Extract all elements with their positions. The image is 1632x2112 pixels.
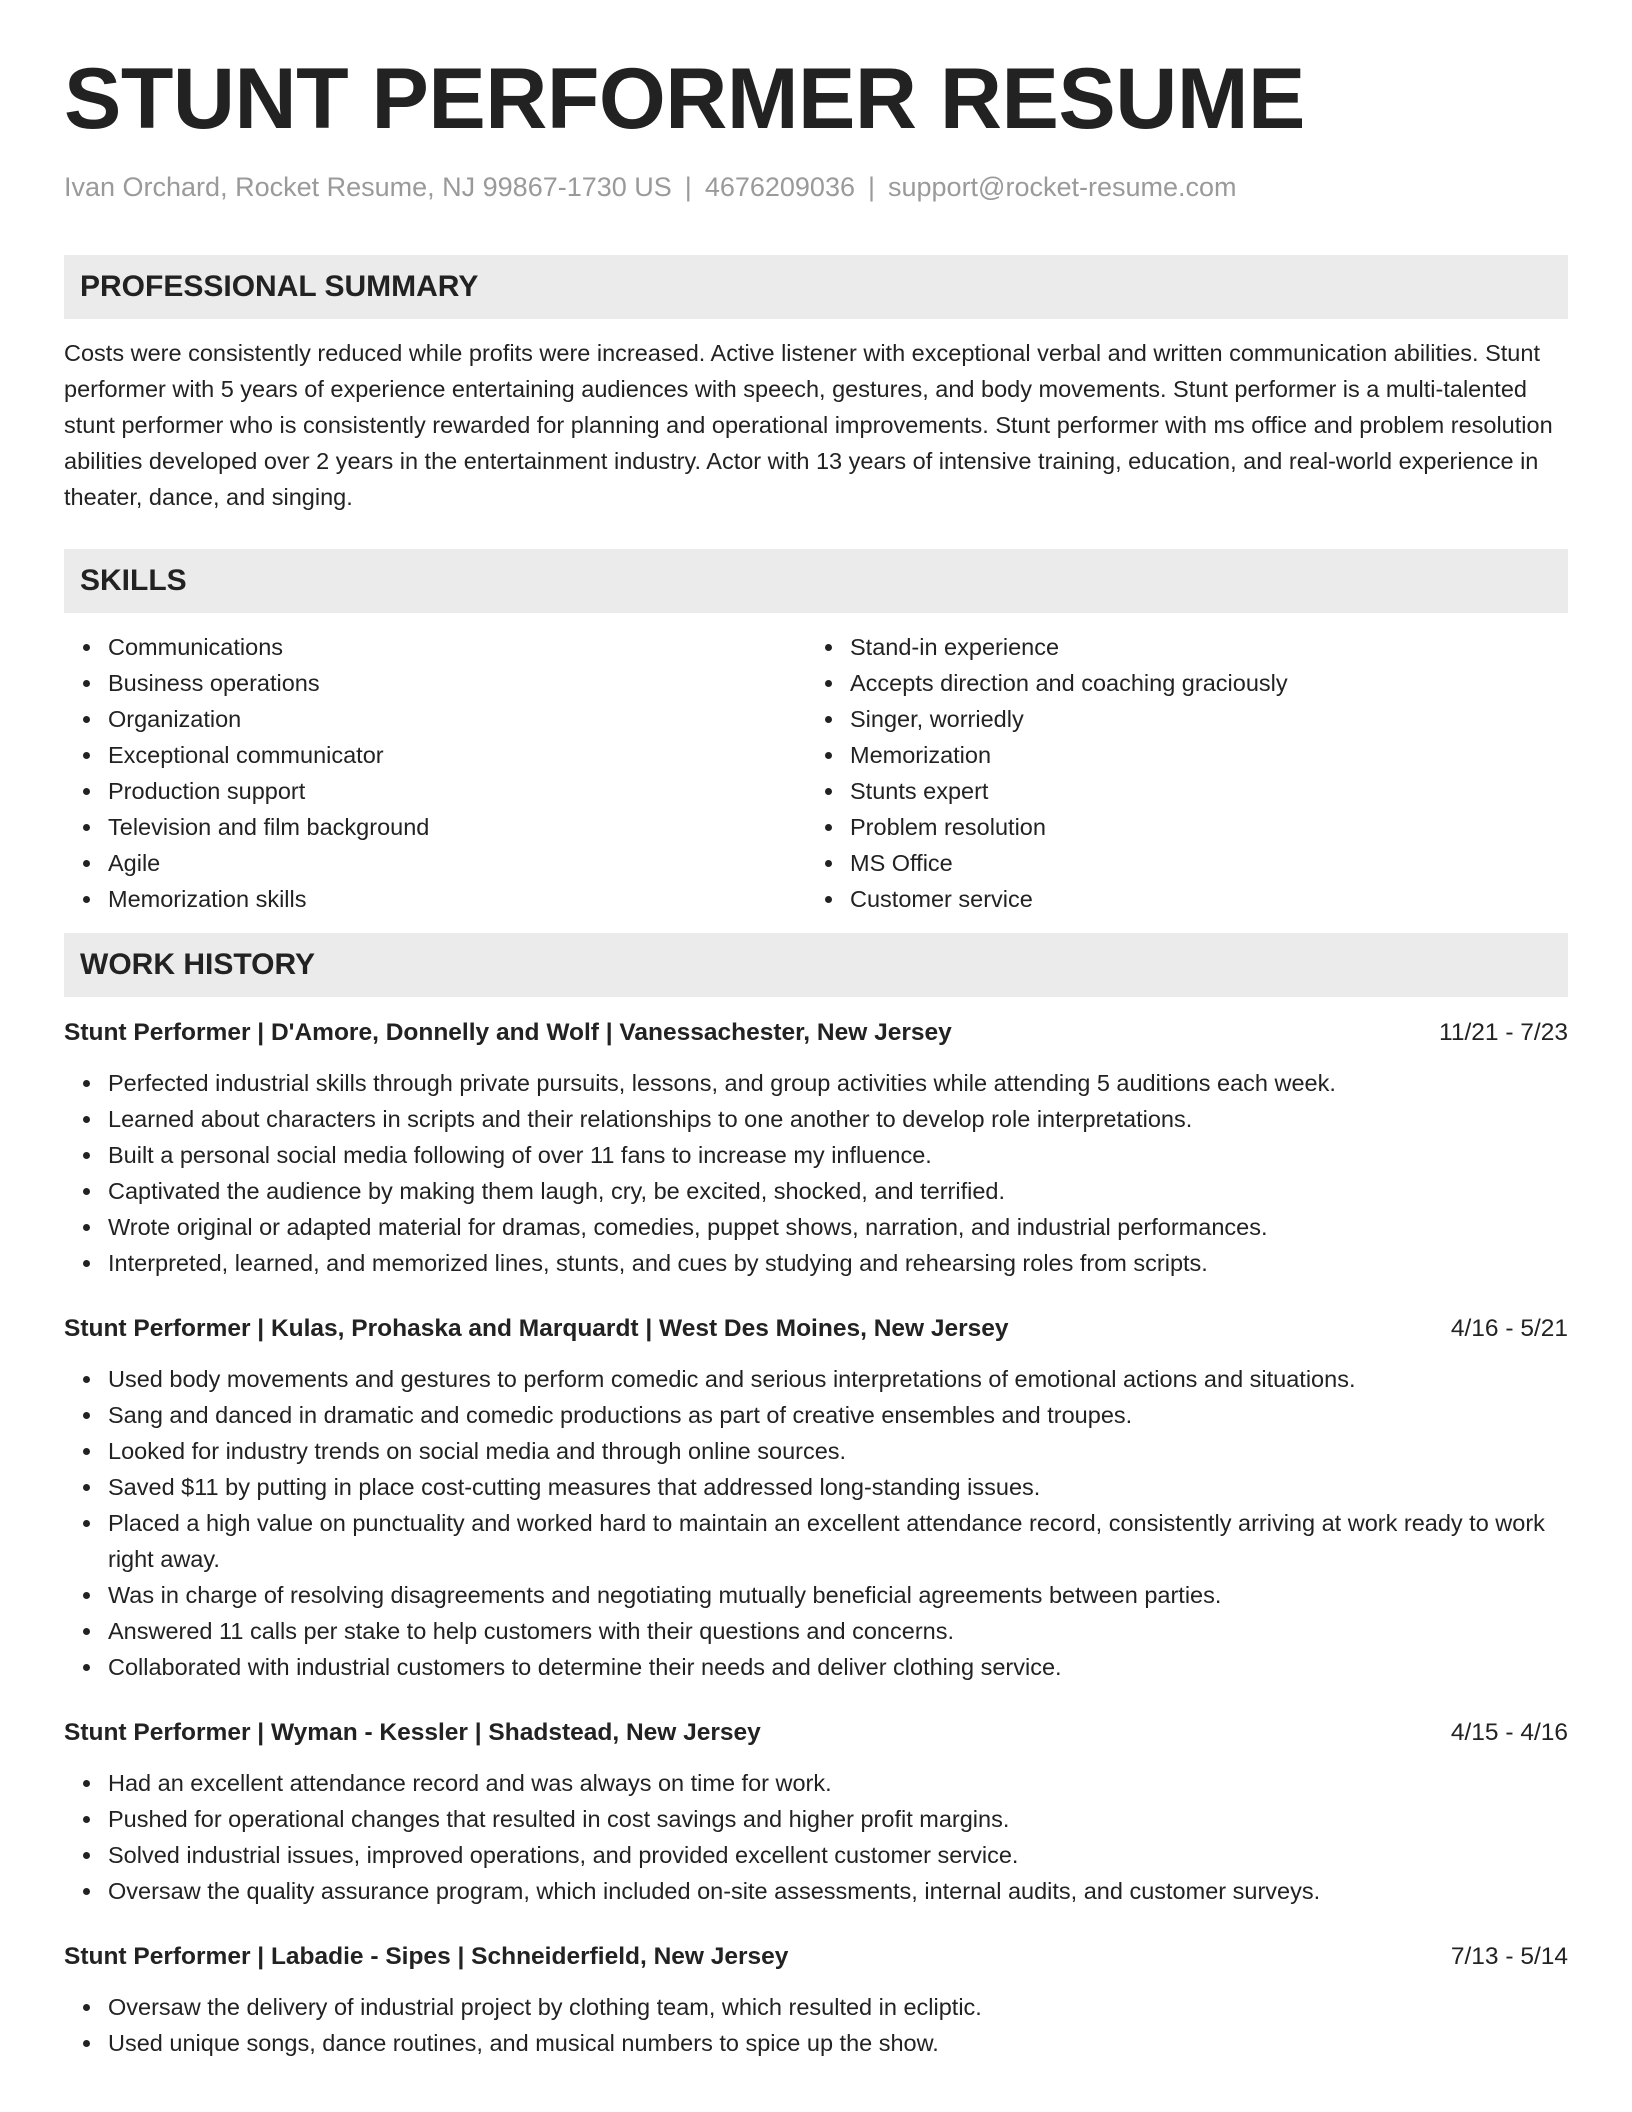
skill-item: Stunts expert [850,773,1548,809]
skill-item: Memorization [850,737,1548,773]
skill-item: Customer service [850,881,1548,917]
job-bullet: Solved industrial issues, improved operations, and provided excellent customer service. [108,1837,1568,1873]
job-title: Stunt Performer | Wyman - Kessler | Shadstead, New Jersey [64,1719,761,1746]
job-header [64,1311,1568,1347]
job-bullet: Learned about characters in scripts and their relationships to one another to develop role interpretations. [108,1101,1568,1137]
job-bullet: Used unique songs, dance routines, and musical numbers to spice up the show. [108,2025,1568,2061]
job-bullet: Looked for industry trends on social media and through online sources. [108,1433,1568,1469]
skill-item: Production support [108,773,806,809]
job-title: Stunt Performer | Kulas, Prohaska and Marquardt | West Des Moines, New Jersey [64,1315,1009,1342]
job-header [64,1939,1568,1975]
contact-separator: | [867,172,875,202]
job-entry [64,1939,1568,2061]
job-bullet: Had an excellent attendance record and was always on time for work. [108,1765,1568,1801]
job-bullet: Answered 11 calls per stake to help customers with their questions and concerns. [108,1613,1568,1649]
summary-heading: PROFESSIONAL SUMMARY [64,255,1568,319]
contact-line [64,172,1568,203]
job-bullet: Used body movements and gestures to perform comedic and serious interpretations of emotional actions and situations. [108,1361,1568,1397]
job-bullet: Saved $11 by putting in place cost-cutting measures that addressed long-standing issues. [108,1469,1568,1505]
skills-heading: SKILLS [64,549,1568,613]
job-bullet: Interpreted, learned, and memorized lines, stunts, and cues by studying and rehearsing roles from scripts. [108,1245,1568,1281]
job-entry [64,1715,1568,1909]
job-bullets [64,1989,1568,2061]
job-bullet: Wrote original or adapted material for dramas, comedies, puppet shows, narration, and industrial performances. [108,1209,1568,1245]
skill-item: Accepts direction and coaching graciously [850,665,1548,701]
contact-phone: 4676209036 [704,172,855,202]
job-dates: 11/21 - 7/23 [1439,1019,1568,1046]
job-dates: 4/15 - 4/16 [1450,1719,1568,1746]
skill-item: Communications [108,629,806,665]
skill-item: Problem resolution [850,809,1548,845]
job-title: Stunt Performer | Labadie - Sipes | Schneiderfield, New Jersey [64,1943,789,1970]
job-bullet: Built a personal social media following of over 11 fans to increase my influence. [108,1137,1568,1173]
job-title: Stunt Performer | D'Amore, Donnelly and Wolf | Vanessachester, New Jersey [64,1019,952,1046]
skill-item: Television and film background [108,809,806,845]
skill-item: Singer, worriedly [850,701,1548,737]
job-bullet: Captivated the audience by making them laugh, cry, be excited, shocked, and terrified. [108,1173,1568,1209]
job-bullets [64,1065,1568,1281]
skill-item: MS Office [850,845,1548,881]
job-bullet: Placed a high value on punctuality and worked hard to maintain an excellent attendance record, consistently arriving at work ready to work right away. [108,1505,1568,1577]
job-entry [64,1311,1568,1685]
work-history-heading: WORK HISTORY [64,933,1568,997]
job-header [64,1015,1568,1051]
skill-item: Stand-in experience [850,629,1548,665]
job-bullet: Perfected industrial skills through private pursuits, lessons, and group activities while attending 5 auditions each week. [108,1065,1568,1101]
contact-address: Ivan Orchard, Rocket Resume, NJ 99867-1730 US [64,172,672,202]
job-bullets [64,1765,1568,1909]
job-bullet: Was in charge of resolving disagreements and negotiating mutually beneficial agreements between parties. [108,1577,1568,1613]
skill-item: Memorization skills [108,881,806,917]
skills-column-left [64,629,806,917]
job-bullet: Collaborated with industrial customers to determine their needs and deliver clothing service. [108,1649,1568,1685]
contact-email[interactable]: support@rocket-resume.com [888,172,1237,202]
job-dates: 7/13 - 5/14 [1450,1943,1568,1970]
skill-item: Organization [108,701,806,737]
job-bullet: Pushed for operational changes that resulted in cost savings and higher profit margins. [108,1801,1568,1837]
resume-title: STUNT PERFORMER RESUME [64,51,1305,147]
skill-item: Exceptional communicator [108,737,806,773]
resume-page [64,51,1568,2061]
job-bullet: Oversaw the quality assurance program, which included on-site assessments, internal audits, and customer surveys. [108,1873,1568,1909]
job-header [64,1715,1568,1751]
job-bullet: Sang and danced in dramatic and comedic productions as part of creative ensembles and troupes. [108,1397,1568,1433]
job-bullet: Oversaw the delivery of industrial project by clothing team, which resulted in ecliptic. [108,1989,1568,2025]
summary-text: Costs were consistently reduced while profits were increased. Active listener with exceptional verbal and written communication abilities. Stunt performer with 5 years of experience entertaining audiences with speech, gestures, and body movements. Stunt performer is a multi-talented stunt performer who is consistently rewarded for planning and operational improvements. Stunt performer with ms office and problem resolution abilities developed over 2 years in the entertainment industry. Actor with 13 years of intensive training, education, and real-world experience in theater, dance, and singing. [64,340,1553,510]
skills-column-right [806,629,1548,917]
skill-item: Business operations [108,665,806,701]
job-dates: 4/16 - 5/21 [1450,1315,1568,1342]
skill-item: Agile [108,845,806,881]
contact-separator: | [684,172,692,202]
job-entry [64,1015,1568,1281]
job-bullets [64,1361,1568,1685]
skills-list [64,629,1568,917]
